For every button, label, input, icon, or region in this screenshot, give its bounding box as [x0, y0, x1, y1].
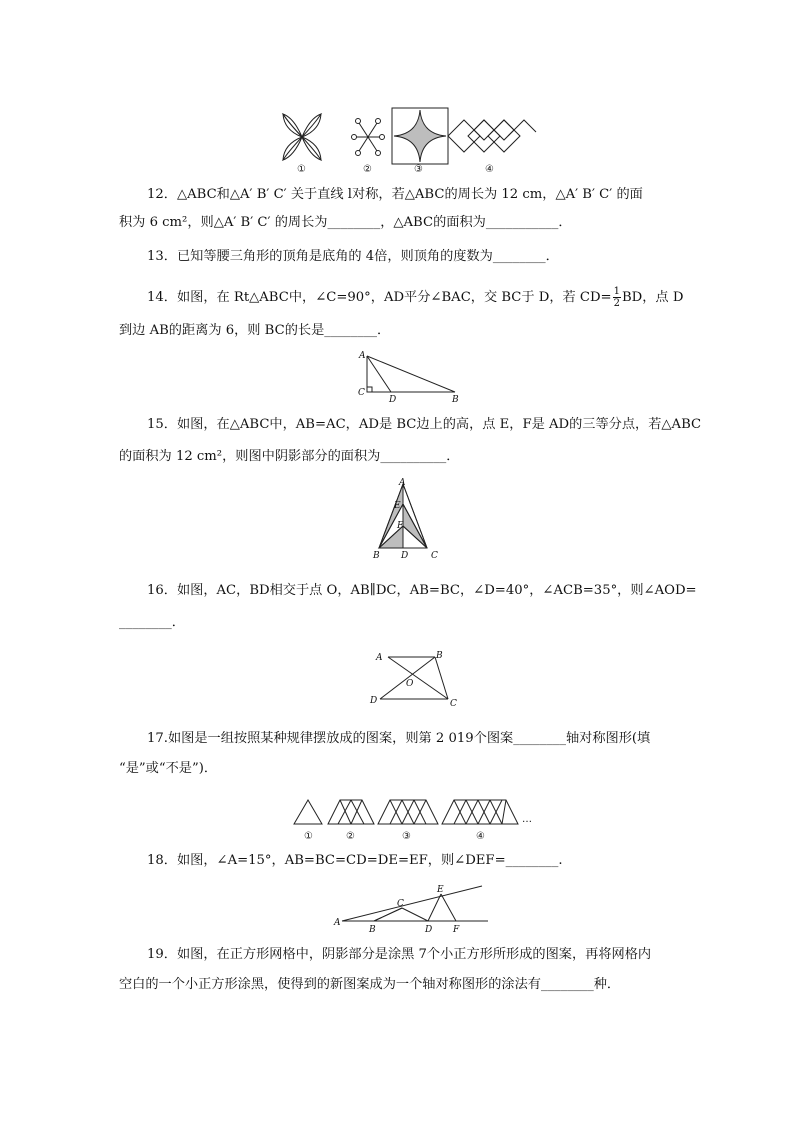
figure-q14-right-triangle [355, 350, 465, 405]
q18-label-f: F [453, 925, 460, 935]
q15-label-d: D [401, 551, 409, 561]
q16-label-b: B [436, 651, 443, 661]
shape-4-diamonds [448, 120, 536, 152]
q16-label-c: C [450, 699, 457, 709]
shape-1-petals [283, 114, 321, 160]
shape-label-2: ② [363, 164, 372, 175]
q17-label-3: ③ [402, 831, 411, 842]
q15-label-c: C [431, 551, 438, 561]
q18-label-e: E [437, 885, 444, 895]
q17-line2: “是”或“不是”)． [119, 761, 218, 776]
q12-line1: 12．△ABC和△A′ B′ C′ 关于直线 l对称，若△ABC的周长为 12 cm，△A′ B′ C′ 的面 [147, 187, 643, 202]
q14-text-b: BD，点 D [621, 290, 684, 305]
q17-label-2: ② [346, 831, 355, 842]
figure-q18-zigzag [330, 880, 490, 935]
shape-label-4: ④ [485, 164, 494, 175]
shape-label-1: ① [297, 164, 306, 175]
q18-label-b: B [369, 925, 376, 935]
q15-label-f: F [397, 521, 404, 531]
fraction-denominator: 2 [613, 298, 620, 309]
q14-line2: 到边 AB的距离为 6，则 BC的长是________． [119, 323, 391, 338]
figure-q11-shapes [280, 106, 540, 176]
q15-label-e: E [394, 501, 401, 511]
q15-line1: 15．如图，在△ABC中，AB=AC，AD是 BC边上的高，点 E，F是 AD的三等分点，若△ABC [147, 417, 702, 432]
q14-label-a: A [359, 351, 366, 361]
q18-label-a: A [334, 918, 341, 928]
shape-2-star [352, 119, 385, 156]
shape-3-square [392, 108, 448, 164]
q19-line2: 空白的一个小正方形涂黑，使得到的新图案成为一个轴对称图形的涂法有________种． [119, 977, 621, 992]
q15-label-b: B [373, 551, 380, 561]
q12-line2: 积为 6 cm²，则△A′ B′ C′ 的周长为________，△ABC的面积为___________． [119, 215, 572, 230]
q17-ellipsis: … [522, 814, 532, 825]
q16-line2: ________． [119, 615, 185, 630]
q17-label-1: ① [304, 831, 313, 842]
q13-line1: 13．已知等腰三角形的顶角是底角的 4倍，则顶角的度数为________． [147, 249, 559, 264]
q17-line1: 17.如图是一组按照某种规律摆放成的图案，则第 2 019个图案________轴对称图形(填 [147, 731, 651, 746]
q16-label-a: A [376, 653, 383, 663]
q16-label-d: D [370, 696, 378, 706]
q14-label-d: D [389, 395, 397, 405]
q19-line1: 19．如图，在正方形网格中，阴影部分是涂黑 7个小正方形所形成的图案，再将网格内 [147, 947, 652, 962]
q18-label-d: D [425, 925, 433, 935]
q14-text-a: 14．如图，在 Rt△ABC中，∠C=90°，AD平分∠BAC，交 BC于 D，若 CD= [147, 290, 612, 305]
q14-line1 [147, 286, 683, 309]
q16-line1: 16．如图，AC，BD相交于点 O，AB∥DC，AB=BC，∠D=40°，∠ACB=35°，则∠AOD= [147, 583, 697, 598]
q14-label-c: C [358, 388, 365, 398]
q16-label-o: O [406, 679, 414, 689]
q15-label-a: A [399, 478, 406, 488]
figure-q16-crossed [368, 650, 468, 710]
shape-label-3: ③ [414, 164, 423, 175]
q14-label-b: B [452, 395, 459, 405]
figure-q17-triangles [290, 792, 540, 844]
fraction-one-half [613, 286, 621, 309]
q18-line1: 18．如图，∠A=15°，AB=BC=CD=DE=EF，则∠DEF=________. [147, 853, 563, 868]
figure-q15-isosceles [368, 478, 448, 563]
q15-line2: 的面积为 12 cm²，则图中阴影部分的面积为__________． [119, 449, 460, 464]
q18-label-c: C [397, 899, 404, 909]
q17-label-4: ④ [476, 831, 485, 842]
fraction-numerator: 1 [613, 286, 620, 297]
